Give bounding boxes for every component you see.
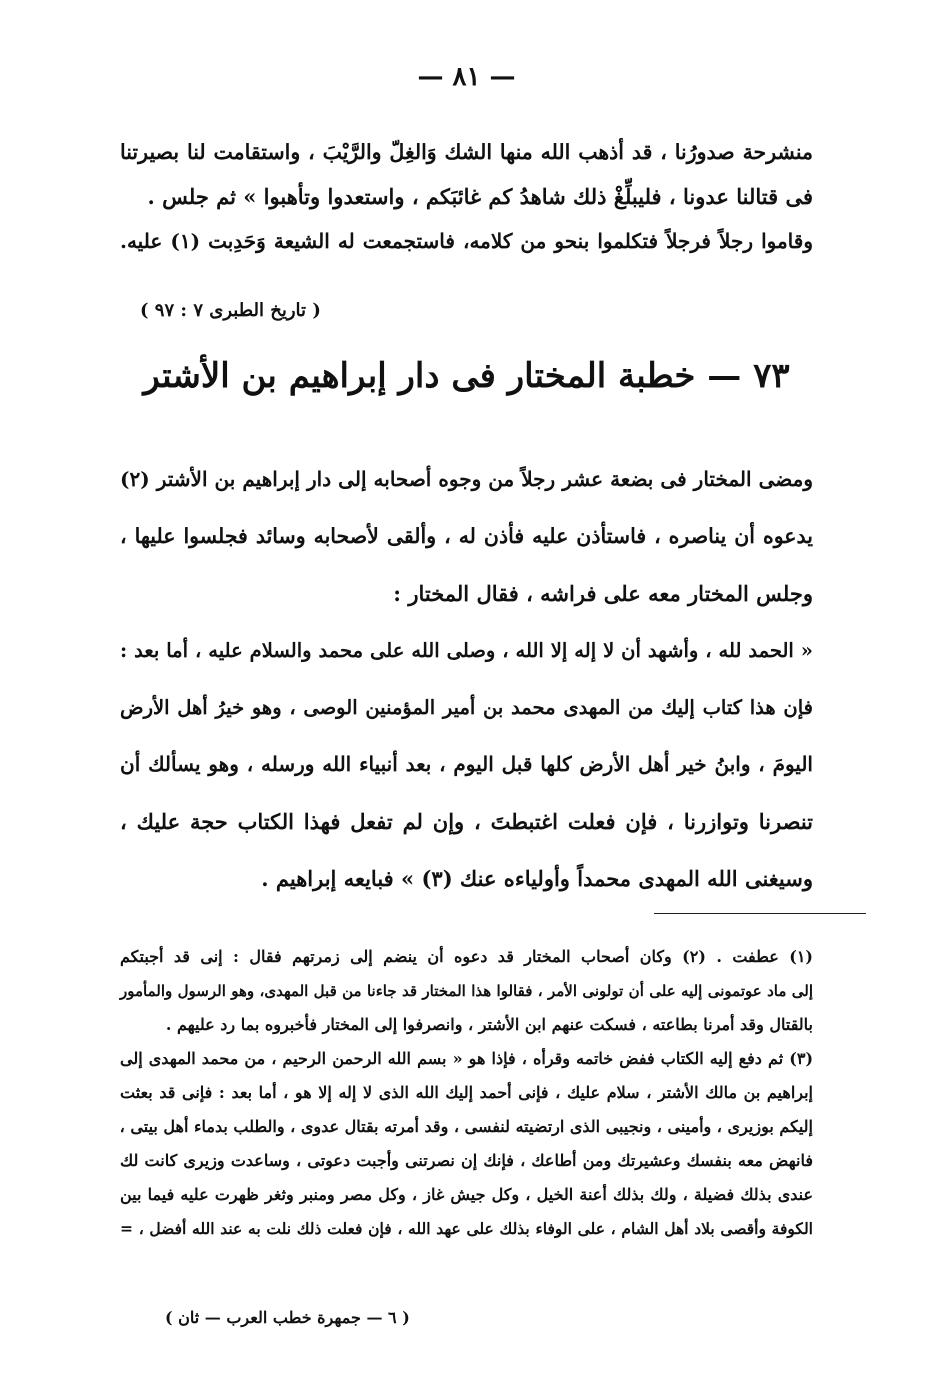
intro-paragraph (120, 128, 813, 266)
section-heading: ٧٣ — خطبة المختار فى دار إبراهيم بن الأشتر (143, 356, 790, 396)
body-line: اليومَ ، وابنُ خير أهل الأرض كلها قبل اليوم ، بعد أنبياء الله ورسله ، وهو يسألك أن (120, 752, 813, 776)
body-line: وسيغنى الله المهدى محمداً وأولياءه عنك (٣) » فبايعه إبراهيم . (261, 866, 813, 891)
footnotes (120, 940, 813, 1246)
intro-line: منشرحة صدورُنا ، قد أذهب الله منها الشك وَالغِلّ والرَّيْبَ ، واستقامت لنا بصيرتنا (120, 140, 813, 164)
footnote-line: عندى بذلك فضيلة ، ولك بذلك أعنة الخيل ، وكل جيش غاز ، وكل مصر ومنبر وثغر ظهرت عليه فيما بين (120, 1185, 813, 1204)
body-line: ومضى المختار فى بضعة عشر رجلاً من وجوه أصحابه إلى دار إبراهيم بن الأشتر (٢) (120, 467, 813, 491)
footnote-line: (١) عطفت . (٢) وكان أصحاب المختار قد دعوه أن ينضم إلى زمرتهم فقال : إنى قد أجبتكم (120, 947, 813, 966)
footnote-line: (٣) ثم دفع إليه الكتاب ففض خاتمه وقرأه ، فإذا هو « بسم الله الرحمن الرحيم ، من محمد المهدى إلى (120, 1049, 814, 1068)
body-line: « الحمد لله ، وأشهد أن لا إله إلا الله ، وصلى الله على محمد والسلام عليه ، أما بعد : (120, 639, 813, 662)
footnote-line: بالقتال وقد أمرنا بطاعته ، فسكت عنهم ابن الأشتر ، وانصرفوا إلى المختار فأخبروه بما رد عليهم . (165, 1015, 813, 1034)
footnote-line: إبراهيم بن مالك الأشتر ، سلام عليك ، فإنى أحمد إليك الله الذى لا إله إلا هو ، أما بعد : فإنى قد بعثت (120, 1083, 813, 1102)
footnote-line: إليكم بوزيرى ، وأمينى ، ونجيبى الذى ارتضيته لنفسى ، وقد أمرته بقتال عدوى ، والطلب بدماء أهل بيتى ، (119, 1117, 813, 1136)
footnote-line: الكوفة وأقصى بلاد أهل الشام ، على الوفاء بذلك على عهد الله ، فإن فعلت ذلك نلت به عند الله أفضل ، = (120, 1219, 813, 1238)
intro-line: وقاموا رجلاً فرجلاً فتكلموا بنحو من كلامه، فاستجمعت له الشيعة وَحَدِبت (١) عليه. (120, 229, 813, 253)
body-line: فإن هذا كتاب إليك من المهدى محمد بن أمير المؤمنين الوصى ، وهو خيرُ أهل الأرض (120, 696, 813, 719)
page-footer-signature: ( ٦ — جمهرة خطب العرب — ثان ) (165, 1308, 410, 1327)
footnote-line: إلى ماد عوتمونى إليه على أن تولونى الأمر ، فقالوا هذا المختار قد جاءنا من قبل المهدى، وهو الرسول والمأمور (120, 982, 813, 1000)
body-line: تنصرنا وتوازرنا ، فإن فعلت اغتبطتَ ، وإن لم تفعل فهذا الكتاب حجة عليك ، (120, 809, 813, 834)
speech-body (120, 451, 813, 907)
source-citation: ( تاريخ الطبرى ٧ : ٩٧ ) (140, 300, 321, 321)
page-number: — ٨١ — (417, 62, 516, 92)
body-line: وجلس المختار معه على فراشه ، فقال المختار : (393, 581, 813, 606)
footnote-separator (654, 913, 866, 914)
intro-line: فى قتالنا عدونا ، فليبلِّغْ ذلك شاهدُ كم غائبَكم ، واستعدوا وتأهبوا » ثم جلس . (147, 184, 813, 209)
body-line: يدعوه أن يناصره ، فاستأذن عليه فأذن له ، وألقى لأصحابه وسائد فجلسوا عليها ، (120, 524, 813, 548)
footnote-line: فانهض معه بنفسك وعشيرتك ومن أطاعك ، فإنك إن نصرتنى وأجبت دعوتى ، وساعدت وزيرى كانت لك (120, 1151, 813, 1170)
